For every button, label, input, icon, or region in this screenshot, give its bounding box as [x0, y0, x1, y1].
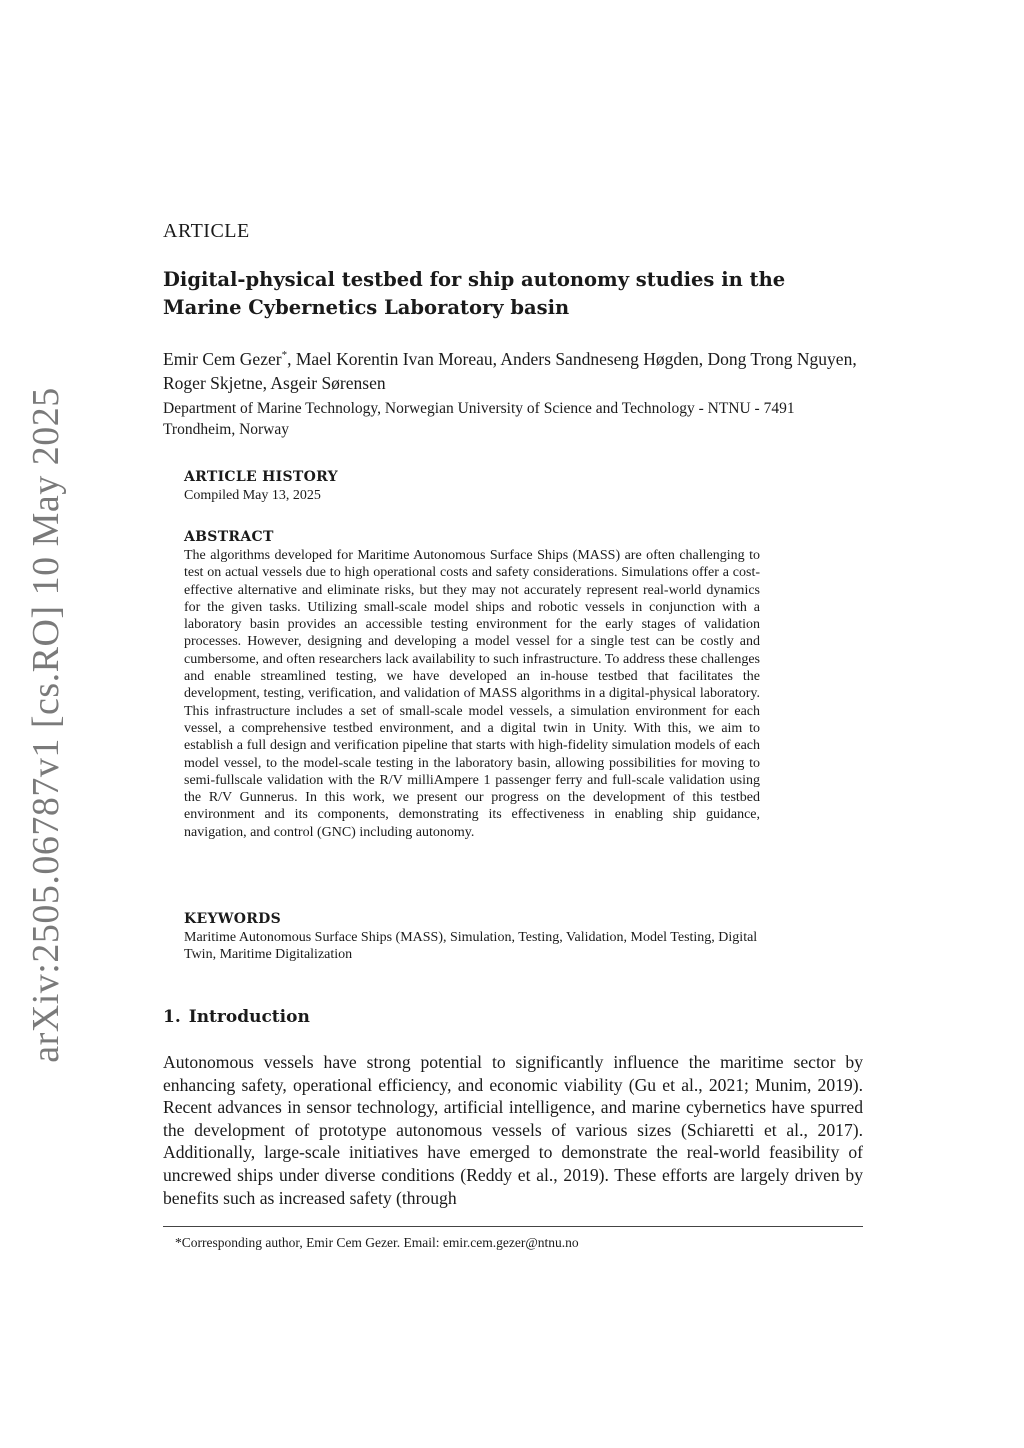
footnote-divider — [163, 1226, 863, 1227]
abstract — [184, 527, 760, 841]
article-type-label: ARTICLE — [163, 220, 250, 242]
keywords-text: Maritime Autonomous Surface Ships (MASS), Simulation, Testing, Validation, Model Testing, Digital Twin, Maritime Digitalization — [184, 930, 758, 963]
article-history-heading: ARTICLE HISTORY — [184, 469, 338, 485]
introduction-text: Autonomous vessels have strong potential to significantly influence the maritime sector by enhancing safety, operational efficiency, and economic viability (Gu et al., 2021; Munim, 2019). Recent advances in sensor technology, artificial intelligence, and marine cybernetics have spurred the development of prototype autonomous vessels of various sizes (Schiaretti et al., 2017). Additionally, large-scale initiatives have emerged to demonstrate the real-world feasibility of uncrewed ships under diverse conditions (Reddy et al., 2019). These efforts are largely driven by benefits such as increased safety (through — [163, 1052, 863, 1208]
affiliation: Department of Marine Technology, Norwegian University of Science and Technology - NTNU - 7491 Trondheim, Norway — [163, 400, 795, 438]
abstract-heading: ABSTRACT — [184, 529, 274, 545]
article-history — [184, 467, 760, 504]
compiled-date: Compiled May 13, 2025 — [184, 488, 321, 503]
keywords — [184, 909, 760, 964]
other-authors: , Mael Korentin Ivan Moreau, Anders Sandneseng Høgden, Dong Trong Nguyen, Roger Skjetne, Asgeir Sørensen — [163, 348, 857, 393]
corresponding-author-marker: * — [281, 349, 288, 361]
keywords-heading: KEYWORDS — [184, 911, 282, 927]
section-number: 1. — [163, 1007, 181, 1027]
arxiv-identifier-stamp: arXiv:2505.06787v1 [cs.RO] 10 May 2025 — [25, 387, 67, 1063]
introduction-heading — [163, 1007, 310, 1027]
paper-title: Digital-physical testbed for ship autonomy studies in the Marine Cybernetics Laboratory basin — [163, 268, 786, 319]
author-list — [163, 343, 863, 395]
first-author: Emir Cem Gezer — [163, 348, 282, 369]
corresponding-author-footnote: *Corresponding author, Emir Cem Gezer. Email: emir.cem.gezer@ntnu.no — [175, 1235, 579, 1250]
abstract-text: The algorithms developed for Maritime Autonomous Surface Ships (MASS) are often challenging to test on actual vessels due to high operational costs and safety considerations. Simulations offer a cost-effective alternative and eliminate risks, but they may not accurately represent real-world dynamics for the given tasks. Utilizing small-scale model ships and robotic vessels in conjunction with a laboratory basin provides an accessible testing environment for the early stages of validation processes. However, designing and developing a model vessel for a single test can be costly and cumbersome, and often researchers lack availability to such infrastructure. To address these challenges and enable streamlined testing, we have developed an in-house testbed that facilitates the development, testing, verification, and validation of MASS algorithms in a digital-physical laboratory. This infrastructure includes a set of small-scale model vessels, a simulation environment for each vessel, a comprehensive testbed environment, and a digital twin in Unity. With this, we aim to establish a full design and verification pipeline that starts with high-fidelity simulation models of each model vessel, to the model-scale testing in the laboratory basin, allowing possibilities for moving to semi-fullscale validation with the R/V milliAmpere 1 passenger ferry and full-scale validation using the R/V Gunnerus. In this work, we present our progress on the development of this testbed environment and its components, demonstrating its effectiveness in enabling ship guidance, navigation, and control (GNC) including autonomy. — [184, 548, 760, 840]
section-title: Introduction — [188, 1007, 310, 1027]
